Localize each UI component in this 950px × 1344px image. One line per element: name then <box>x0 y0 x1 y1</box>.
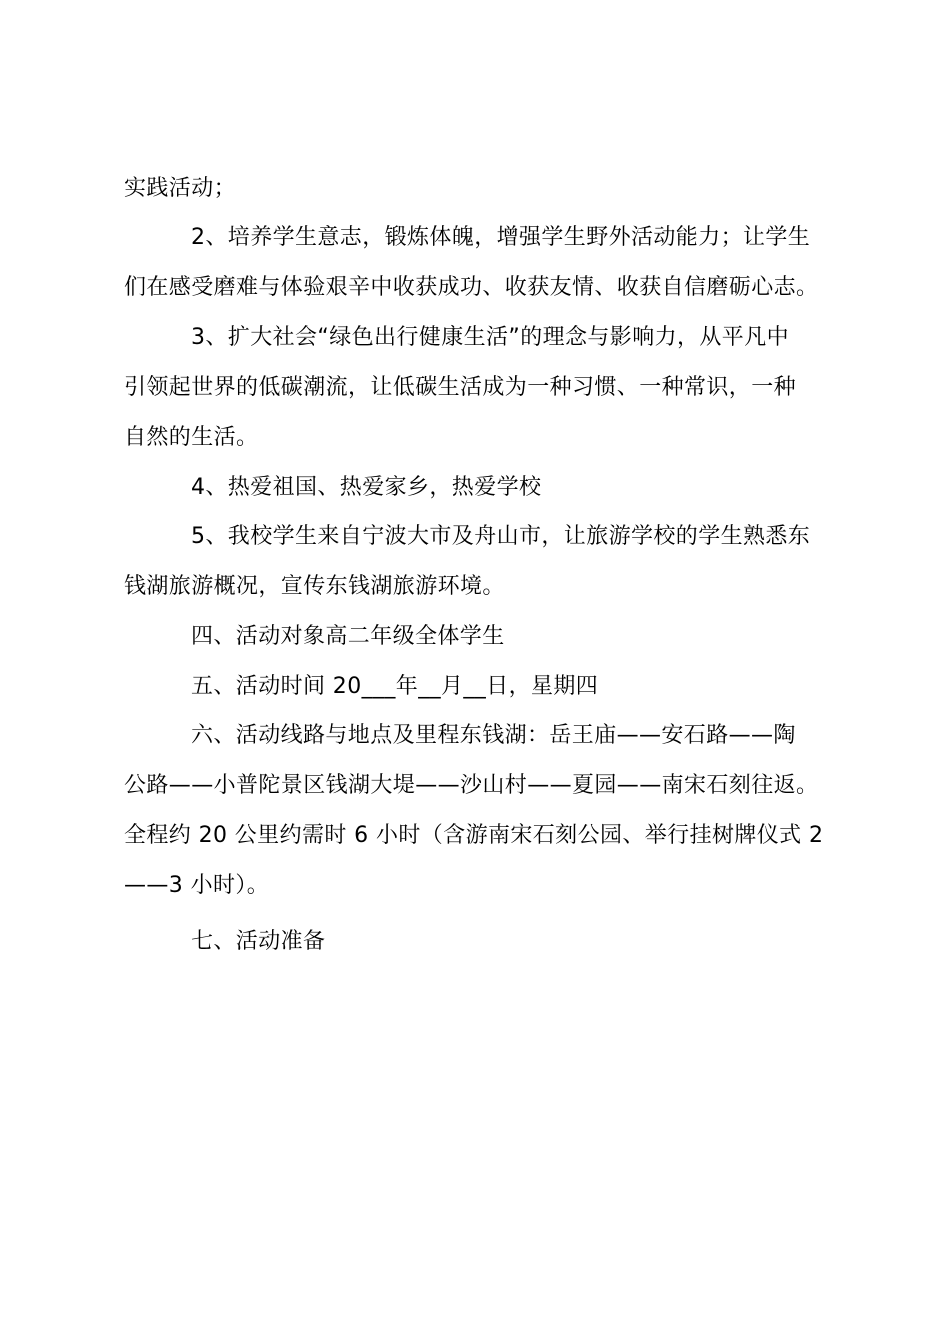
text-line: 2、培养学生意志，锻炼体魄，增强学生野外活动能力；让学生 <box>191 225 811 250</box>
text-line: 五、活动时间 20___年__月__日，星期四 <box>191 674 599 699</box>
text-line: 们在感受磨难与体验艰辛中收获成功、收获友情、收获自信磨砺心志。 <box>124 275 819 300</box>
text-line: 全程约 20 公里约需时 6 小时（含游南宋石刻公园、举行挂树牌仪式 2 <box>124 823 824 848</box>
text-line: 引领起世界的低碳潮流，让低碳生活成为一种习惯、一种常识，一种 <box>124 375 797 400</box>
text-line: 实践活动； <box>124 176 237 201</box>
text-line: 六、活动线路与地点及里程东钱湖：岳王庙——安石路——陶 <box>191 723 796 748</box>
text-line: ——3 小时）。 <box>124 873 270 898</box>
text-line: 四、活动对象高二年级全体学生 <box>191 624 505 649</box>
text-line: 自然的生活。 <box>124 425 259 450</box>
text-line: 5、我校学生来自宁波大市及舟山市，让旅游学校的学生熟悉东 <box>191 524 811 549</box>
text-line: 4、热爱祖国、热爱家乡，热爱学校 <box>191 475 542 500</box>
text-line: 七、活动准备 <box>191 929 326 954</box>
text-line: 3、扩大社会“绿色出行健康生活”的理念与影响力，从平凡中 <box>191 325 789 350</box>
text-line: 钱湖旅游概况，宣传东钱湖旅游环境。 <box>124 574 505 599</box>
text-line: 公路——小普陀景区钱湖大堤——沙山村——夏园——南宋石刻往返。 <box>124 773 819 798</box>
